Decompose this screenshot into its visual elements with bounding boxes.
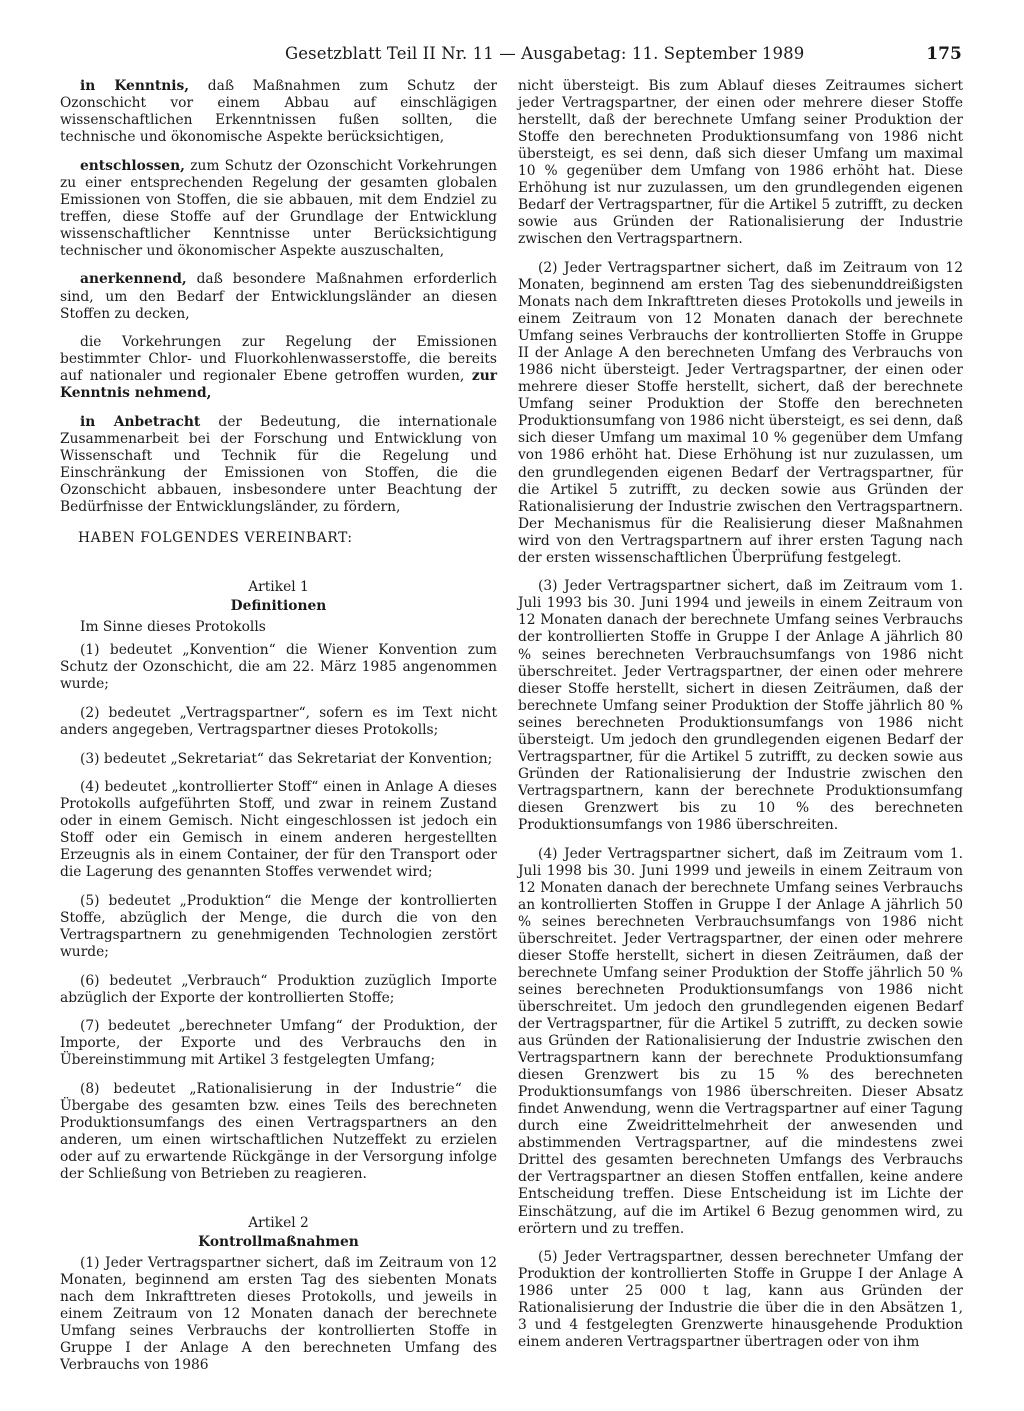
- definition-item: (7) bedeutet „berechneter Umfang“ der Produktion, der Importe, der Exporte und des Verbrauchs den in Übereinstimmung mit Artikel 3 festgelegten Umfang;: [60, 1018, 497, 1069]
- preamble-paragraph: [60, 271, 497, 322]
- preamble-text: der Bedeutung, die internationale Zusammenarbeit bei der Forschung und Entwicklung von Wissenschaft und Technik für die Regelung und Einschränkung der Emissionen von Stoffen, die die Ozonschicht abbauen, insbesondere unter Beachtung der Bedürfnisse der Entwicklungsländer, zu fördern,: [60, 413, 497, 516]
- preamble-paragraph: [60, 334, 497, 402]
- preamble-text: die Vorkehrungen zur Regelung der Emissionen bestimmter Chlor- und Fluorkohlenwasserstoffe, die bereits auf nationaler und regionaler Ebene getroffen wurden,: [60, 334, 497, 385]
- preamble-keyword: entschlossen,: [80, 157, 185, 174]
- preamble-paragraph: [60, 158, 497, 260]
- preamble-text: zum Schutz der Ozonschicht Vorkehrungen zu einer entsprechenden Regelung der gesamten globalen Emissionen von Stoffen, die sie abbauen, mit dem Endziel zu treffen, diese Stoffe auf der Grundlage der Entwicklung wissenschaftlicher Kenntnisse unter Berücksichtigung technischer und ökonomischer Aspekte auszuschalten,: [60, 157, 497, 259]
- page-header: [60, 44, 964, 70]
- header-title: Gesetzblatt Teil II Nr. 11 — Ausgabetag: 11. September 1989: [285, 44, 805, 63]
- article-2-paragraph-3: (3) Jeder Vertragspartner sichert, daß im Zeitraum vom 1. Juli 1993 bis 30. Juni 1994 und jeweils in einem Zeitraum von 12 Monaten danach der berechnete Umfang seines Verbrauchs der kontrollierten Stoffe in Gruppe I der Anlage A jährlich 80 % seines berechneten Verbrauchsumfangs von 1986 nicht überschreitet. Jeder Vertragspartner, der einen oder mehrere dieser Stoffe herstellt, sichert in diesen Zeiträumen, daß der berechnete Umfang seiner Produktion der Stoffe jährlich 80 % seines berechneten Produktionsumfangs von 1986 nicht übersteigt. Um jedoch den grundlegenden eigenen Bedarf der Vertragspartner, für die Artikel 5 zutrifft, zu decken sowie aus Gründen der Rationalisierung der Industrie zwischen den Vertragspartnern, kann der berechnete Produktionsumfang diesen Grenzwert bis zu 10 % des berechneten Produktionsumfangs von 1986 überschreiten.: [518, 578, 963, 833]
- definition-item: (2) bedeutet „Vertragspartner“, sofern es im Text nicht anders angegeben, Vertragspartner dieses Protokolls;: [60, 704, 497, 738]
- agreement-statement: HABEN FOLGENDES VEREINBART:: [78, 530, 353, 547]
- left-column: [60, 78, 497, 1386]
- page-number: 175: [926, 44, 962, 64]
- definition-item: (8) bedeutet „Rationalisierung in der Industrie“ die Übergabe des gesamten bzw. eines Teils des berechneten Produktionsumfangs des einen Vertragspartners an den anderen, um einen wirtschaftlichen Nutzeffekt zu erzielen oder auf zu erwartende Rückgänge in der Versorgung infolge der Schließung von Betrieben zu reagieren.: [60, 1080, 497, 1182]
- preamble-text: daß besondere Maßnahmen erforderlich sind, um den Bedarf der Entwicklungsländer an diesen Stoffen zu decken,: [60, 271, 497, 322]
- preamble-keyword: zur Kenntnis nehmend,: [60, 368, 497, 402]
- article-1-title: Artikel 1: [248, 579, 309, 596]
- definition-item: (6) bedeutet „Verbrauch“ Produktion zuzüglich Importe abzüglich der Exporte der kontrollierten Stoffe;: [60, 972, 497, 1006]
- article-2-paragraph-4: (4) Jeder Vertragspartner sichert, daß im Zeitraum vom 1. Juli 1998 bis 30. Juni 1999 und jeweils in einem Zeitraum von 12 Monaten danach der berechnete Umfang seines Verbrauchs an kontrollierten Stoffen in Gruppe I der Anlage A jährlich 50 % seines berechneten Verbrauchsumfangs von 1986 nicht überschreitet. Jeder Vertragspartner, der einen oder mehrere dieser Stoffe herstellt, sichert in diesen Zeiträumen, daß der berechnete Umfang seiner Produktion der Stoffe jährlich 50 % seines berechneten Produktionsumfangs von 1986 nicht überschreitet. Um jedoch den grundlegenden eigenen Bedarf der Vertragspartner, für die Artikel 5 zutrifft, zu decken sowie aus Gründen der Rationalisierung der Industrie zwischen den Vertragspartnern kann der berechnete Produktionsumfang diesen Grenzwert bis zu 15 % des berechneten Produktionsumfangs von 1986 überschreiten. Dieser Absatz findet Anwendung, wenn die Vertragspartner auf einer Tagung durch eine Zweidrittelmehrheit der anwesenden und abstimmenden Vertragspartner, auf die mindestens zwei Drittel des gesamten berechneten Umfangs des Verbrauchs der Vertragspartner an diesen Stoffen entfallen, keine andere Entscheidung treffen. Diese Entscheidung ist im Lichte der Einschätzung, auf die im Artikel 6 Bezug genommen wird, zu erörtern und zu treffen.: [518, 845, 963, 1237]
- preamble-paragraph: [60, 414, 497, 516]
- definition-item: (1) bedeutet „Konvention“ die Wiener Konvention zum Schutz der Ozonschicht, die am 22. März 1985 angenommen wurde;: [60, 642, 497, 693]
- definition-item: (5) bedeutet „Produktion“ die Menge der kontrollierten Stoffe, abzüglich der Menge, die durch die von den Vertragspartnern zu genehmigenden Technologien zerstört wurde;: [60, 892, 497, 960]
- preamble-keyword: in Anbetracht: [80, 413, 201, 430]
- article-2-paragraph-5: (5) Jeder Vertragspartner, dessen berechneter Umfang der Produktion der kontrollierten Stoffe in Gruppe I der Anlage A 1986 unter 25 000 t lag, kann aus Gründen der Rationalisierung der Industrie die über die in den Absätzen 1, 3 und 4 festgelegten Grenzwerte hinausgehende Produktion einem anderen Vertragspartner übertragen oder von ihm: [518, 1249, 963, 1351]
- continued-paragraph: nicht übersteigt. Bis zum Ablauf dieses Zeitraumes sichert jeder Vertragspartner, der einen oder mehrere dieser Stoffe herstellt, daß der berechnete Umfang seiner Produktion der Stoffe den berechneten Produktionsumfang von 1986 nicht übersteigt, es sei denn, daß sich dieser Umfang um maximal 10 % gegenüber dem Umfang von 1986 erhöht hat. Diese Erhöhung ist nur zuzulassen, um den grundlegenden eigenen Bedarf der Vertragspartner, für die Artikel 5 zutrifft, zu decken sowie aus Gründen der Rationalisierung der Industrie zwischen den Vertragspartnern.: [518, 78, 963, 248]
- article-2-paragraph-2: (2) Jeder Vertragspartner sichert, daß im Zeitraum von 12 Monaten, beginnend am ersten Tag des siebenunddreißigsten Monats nach dem Inkrafttreten dieses Protokolls und jeweils in einem Zeitraum von 12 Monaten danach der berechnete Umfang seines Verbrauchs der kontrollierten Stoffe in Gruppe II der Anlage A den berechneten Umfang des Verbrauchs von 1986 nicht übersteigt. Jeder Vertragspartner, der einen oder mehrere dieser Stoffe herstellt, sichert, daß der berechnete Umfang seiner Produktion der Stoffe den berechneten Produktionsumfang von 1986 nicht übersteigt, es sei denn, daß sich dieser Umfang um maximal 10 % gegenüber dem Umfang von 1986 erhöht hat. Diese Erhöhung ist nur zuzulassen, um den grundlegenden eigenen Bedarf der Vertragspartner, für die Artikel 5 zutrifft, zu decken sowie aus Gründen der Rationalisierung der Industrie zwischen den Vertragspartnern. Der Mechanismus für die Realisierung dieser Maßnahmen wird von den Vertragspartnern auf ihrer ersten Tagung nach der ersten wissenschaftlichen Überprüfung festgelegt.: [518, 259, 963, 566]
- definition-item: (4) bedeutet „kontrollierter Stoff“ einen in Anlage A dieses Protokolls aufgeführten Stoff, und zwar in reinem Zustand oder in einem Gemisch. Nicht eingeschlossen ist jedoch ein Stoff oder ein Gemisch in einem anderen hergestellten Erzeugnis als in einem Container, der für den Transport oder die Lagerung des genannten Stoffes verwendet wird;: [60, 779, 497, 881]
- article-2-title: Artikel 2: [248, 1215, 309, 1232]
- definition-item: (3) bedeutet „Sekretariat“ das Sekretariat der Konvention;: [80, 750, 493, 767]
- preamble-keyword: anerkennend,: [80, 271, 187, 288]
- article-2-paragraph-1: (1) Jeder Vertragspartner sichert, daß im Zeitraum von 12 Monaten, beginnend am ersten Tag des siebenten Monats nach dem Inkrafttreten dieses Protokolls, und jeweils in einem Zeitraum von 12 Monaten danach der berechnete Umfang seines Verbrauchs der kontrollierten Stoffe in Gruppe I der Anlage A den berechneten Umfang des Verbrauchs von 1986: [60, 1255, 497, 1374]
- article-2-heading: Kontrollmaßnahmen: [198, 1234, 359, 1251]
- preamble-text: daß Maßnahmen zum Schutz der Ozonschicht vor einem Abbau auf einschlägigen wissenschaftlichen Erkenntnissen fußen sollten, die technische und ökonomische Aspekte berücksichtigen,: [60, 78, 497, 146]
- preamble-paragraph: [60, 78, 497, 146]
- article-1-lead: Im Sinne dieses Protokolls: [80, 619, 266, 636]
- preamble-keyword: in Kenntnis,: [80, 78, 190, 94]
- right-column: [518, 78, 963, 1363]
- article-1-heading: Definitionen: [230, 598, 327, 615]
